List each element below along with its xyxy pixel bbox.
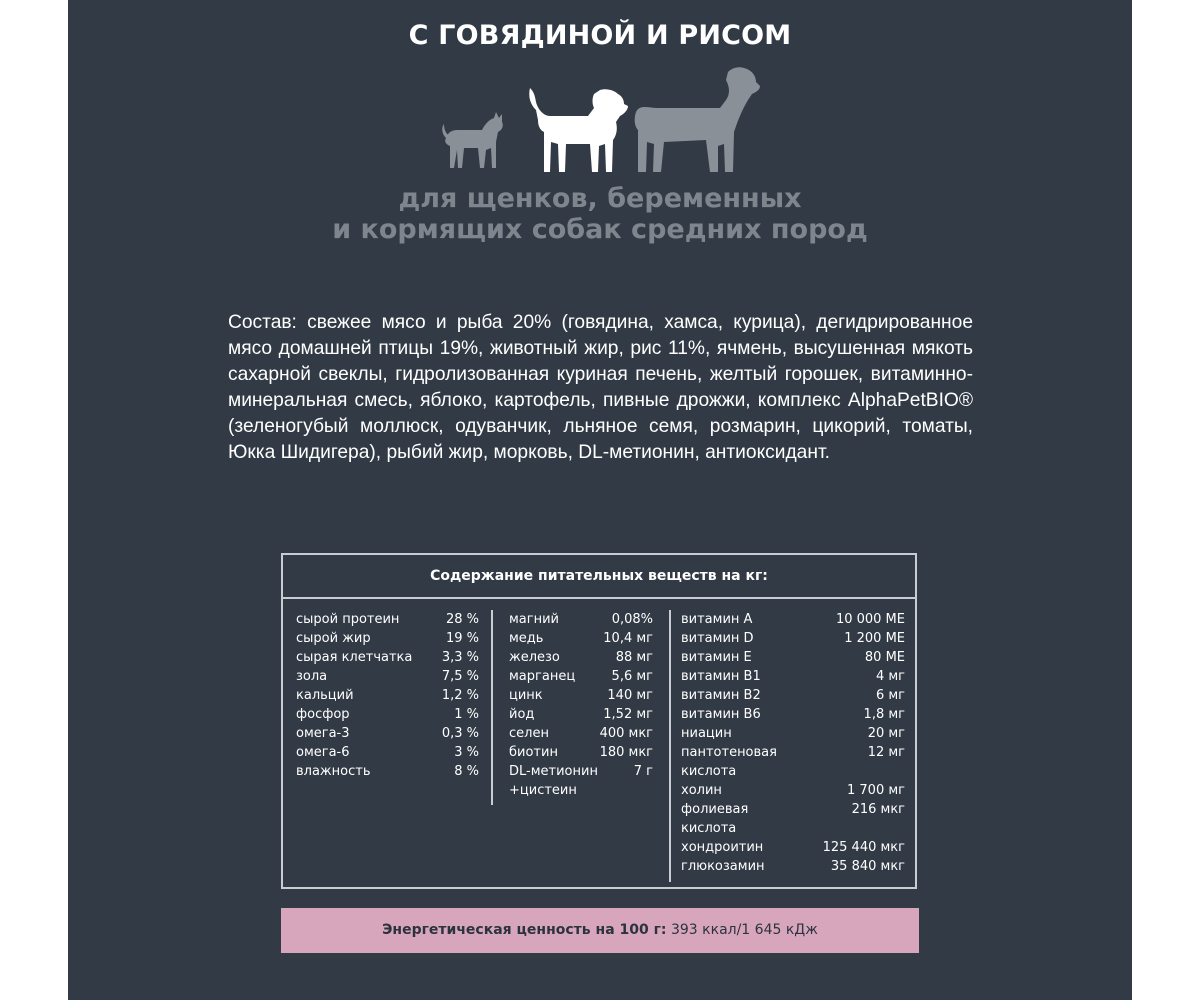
nutrient-row xyxy=(681,800,905,819)
nutrient-column-1 xyxy=(296,610,479,781)
nutrient-value: 5,6 мг xyxy=(611,669,653,684)
energy-value-bar xyxy=(281,908,919,953)
nutrient-value: 1,2 % xyxy=(441,688,479,703)
nutrient-value: 140 мг xyxy=(607,688,653,703)
nutrient-name: витамин D xyxy=(681,631,754,646)
nutrient-row xyxy=(681,705,905,724)
energy-label: Энергетическая ценность на 100 г: xyxy=(382,922,667,938)
nutrient-row xyxy=(681,610,905,629)
nutrient-value: 3,3 % xyxy=(441,650,479,665)
nutrient-name: ниацин xyxy=(681,726,732,741)
nutrient-row xyxy=(681,629,905,648)
nutrient-value: 35 840 мкг xyxy=(830,859,905,874)
nutrient-value: 3 % xyxy=(454,745,479,760)
package-panel xyxy=(68,0,1132,1000)
nutrient-row xyxy=(681,743,905,762)
nutrient-name: биотин xyxy=(509,745,558,760)
nutrient-name: глюкозамин xyxy=(681,859,765,874)
nutrient-row xyxy=(681,686,905,705)
nutrient-row xyxy=(296,686,479,705)
medium-dog-icon xyxy=(529,88,628,172)
nutrient-row xyxy=(509,629,653,648)
nutrient-name: сырой жир xyxy=(296,631,371,646)
nutrient-row xyxy=(681,857,905,876)
nutrient-value: 180 мкг xyxy=(599,745,653,760)
nutrient-value: 10 000 МЕ xyxy=(835,612,905,627)
nutrient-value: 0,3 % xyxy=(441,726,479,741)
nutrient-name: цинк xyxy=(509,688,543,703)
nutrient-value: 8 % xyxy=(454,764,479,779)
nutrient-value: 1 700 мг xyxy=(847,783,905,798)
nutrient-name: кальций xyxy=(296,688,354,703)
nutrient-name: витамин B2 xyxy=(681,688,761,703)
nutrient-name: витамин B6 xyxy=(681,707,761,722)
nutrient-name: витамин А xyxy=(681,612,753,627)
nutrient-row xyxy=(681,648,905,667)
subtitle-line-2: и кормящих собак средних пород xyxy=(332,214,868,245)
nutrient-row xyxy=(296,667,479,686)
nutrient-name: сырой протеин xyxy=(296,612,400,627)
product-subtitle xyxy=(68,183,1132,245)
nutrient-row xyxy=(509,610,653,629)
composition-text: Состав: свежее мясо и рыба 20% (говядина, хамса, курица), дегидрированное мясо домашней птицы 19%, животный жир, рис 11%, ячмень, высушенная мякоть сахарной свеклы, гидролизованная куриная печень, желтый горошек, витаминно-минеральная смесь, яблоко, картофель, пивные дрожжи, комплекс AlphaPetBIO® (зеленогубый моллюск, одуванчик, льняное семя, розмарин, цикорий, томаты, Юкка Шидигера), рыбий жир, морковь, DL-метионин, антиоксидант. xyxy=(228,312,973,463)
nutrient-name: железо xyxy=(509,650,560,665)
nutrient-row xyxy=(296,743,479,762)
nutrient-row xyxy=(681,762,905,781)
nutrient-name: хондроитин xyxy=(681,840,764,855)
nutrient-value: 4 мг xyxy=(875,669,905,684)
nutrient-value: 125 440 мкг xyxy=(822,840,905,855)
nutrient-name: DL-метионин xyxy=(509,764,598,779)
nutrient-value: 10,4 мг xyxy=(603,631,653,646)
nutrient-name: селен xyxy=(509,726,549,741)
large-dog-icon xyxy=(635,67,760,172)
nutrient-name: медь xyxy=(509,631,544,646)
column-divider xyxy=(669,610,671,882)
nutrient-row xyxy=(509,648,653,667)
nutrient-row xyxy=(509,724,653,743)
nutrient-name: фосфор xyxy=(296,707,350,722)
nutrient-name: холин xyxy=(681,783,722,798)
column-divider xyxy=(491,610,493,805)
nutrient-value: 28 % xyxy=(445,612,479,627)
nutrient-row xyxy=(509,762,653,781)
nutrient-row xyxy=(509,705,653,724)
nutrient-name: омега-3 xyxy=(296,726,350,741)
nutrient-value: 1,8 мг xyxy=(863,707,905,722)
nutrient-row xyxy=(681,667,905,686)
nutrient-value: 7 г xyxy=(633,764,653,779)
nutrient-row xyxy=(296,648,479,667)
nutrient-value: 1 % xyxy=(454,707,479,722)
nutrient-value: 6 мг xyxy=(875,688,905,703)
nutrient-table xyxy=(281,553,917,889)
nutrient-name: магний xyxy=(509,612,560,627)
nutrient-name: зола xyxy=(296,669,328,684)
nutrient-name: витамин B1 xyxy=(681,669,761,684)
nutrient-name: влажность xyxy=(296,764,371,779)
energy-value: 393 ккал/1 645 кДж xyxy=(666,922,818,938)
dog-size-icons xyxy=(438,60,768,180)
nutrient-row xyxy=(681,838,905,857)
nutrient-name: йод xyxy=(509,707,535,722)
nutrient-row xyxy=(296,629,479,648)
nutrient-column-3 xyxy=(681,610,905,876)
nutrient-row xyxy=(296,705,479,724)
nutrient-value: 80 МЕ xyxy=(864,650,905,665)
nutrient-name: фолиевая xyxy=(681,802,749,817)
nutrient-name: витамин E xyxy=(681,650,752,665)
nutrient-row xyxy=(296,610,479,629)
nutrient-row xyxy=(296,724,479,743)
nutrient-column-2 xyxy=(509,610,653,800)
nutrient-row xyxy=(509,686,653,705)
product-title: С ГОВЯДИНОЙ И РИСОМ xyxy=(408,20,792,51)
nutrient-name: пантотеновая xyxy=(681,745,777,760)
nutrient-value: 400 мкг xyxy=(599,726,653,741)
nutrient-value: 12 мг xyxy=(867,745,905,760)
nutrient-name: сырая клетчатка xyxy=(296,650,413,665)
nutrient-row xyxy=(509,781,653,800)
nutrient-row xyxy=(509,743,653,762)
nutrient-name: марганец xyxy=(509,669,576,684)
nutrient-value: 20 мг xyxy=(867,726,905,741)
nutrient-name: кислота xyxy=(681,764,737,779)
subtitle-line-1: для щенков, беременных xyxy=(398,183,802,214)
nutrient-name: +цистеин xyxy=(509,783,577,798)
nutrient-table-title: Содержание питательных веществ на кг: xyxy=(430,568,768,584)
small-dog-icon xyxy=(442,112,503,168)
nutrient-value: 0,08% xyxy=(611,612,653,627)
nutrient-value: 7,5 % xyxy=(441,669,479,684)
nutrient-value: 88 мг xyxy=(615,650,653,665)
nutrient-row xyxy=(681,781,905,800)
nutrient-name: омега-6 xyxy=(296,745,350,760)
nutrient-row xyxy=(681,819,905,838)
nutrient-value: 1,52 мг xyxy=(603,707,653,722)
nutrient-table-divider xyxy=(283,597,915,599)
nutrient-value: 1 200 МЕ xyxy=(844,631,905,646)
nutrient-row xyxy=(681,724,905,743)
nutrient-value: 216 мкг xyxy=(851,802,905,817)
nutrient-value: 19 % xyxy=(445,631,479,646)
nutrient-row xyxy=(509,667,653,686)
nutrient-name: кислота xyxy=(681,821,737,836)
nutrient-row xyxy=(296,762,479,781)
